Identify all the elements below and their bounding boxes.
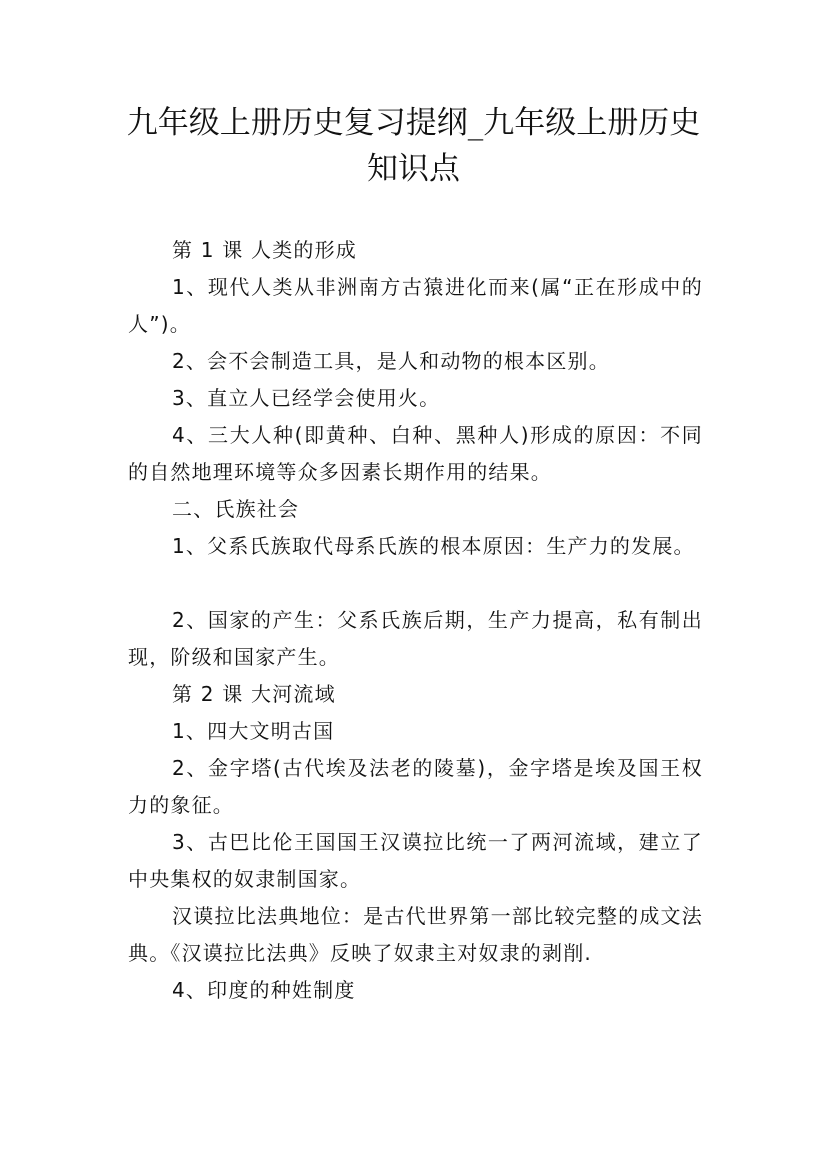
paragraph-11: 4、印度的种姓制度 [172, 978, 356, 1002]
paragraph-10: 汉谟拉比法典地位：是古代世界第一部比较完整的成文法典。《汉谟拉比法典》反映了奴隶主对奴隶的剥削. [128, 904, 703, 965]
paragraph-6: 2、国家的产生：父系氏族后期，生产力提高，私有制出现，阶级和国家产生。 [128, 608, 703, 669]
paragraph-2: 2、会不会制造工具，是人和动物的根本区别。 [172, 349, 610, 373]
paragraph-7: 1、四大文明古国 [172, 719, 335, 743]
paragraph-4: 4、三大人种(即黄种、白种、黑种人)形成的原因：不同的自然地理环境等众多因素长期作用的结果。 [128, 423, 703, 484]
title-line-1: 九年级上册历史复习提纲_九年级上册历史 [126, 105, 701, 141]
paragraph-5: 1、父系氏族取代母系氏族的根本原因：生产力的发展。 [172, 534, 695, 558]
section-heading-clan-society: 二、氏族社会 [172, 497, 300, 521]
paragraph-8: 2、金字塔(古代埃及法老的陵墓)，金字塔是埃及国王权力的象征。 [128, 756, 703, 817]
blank-line [128, 565, 703, 602]
lesson-heading-2: 第 2 课 大河流域 [172, 682, 336, 706]
title-line-2: 知识点 [367, 151, 460, 187]
paragraph-9: 3、古巴比伦王国国王汉谟拉比统一了两河流域，建立了中央集权的奴隶制国家。 [128, 830, 703, 891]
paragraph-1: 1、现代人类从非洲南方古猿进化而来(属“正在形成中的人”)。 [128, 275, 703, 336]
lesson-heading-1: 第 1 课 人类的形成 [172, 238, 357, 262]
paragraph-3: 3、直立人已经学会使用火。 [172, 386, 441, 410]
document-body [128, 232, 703, 1009]
document-title [80, 100, 747, 192]
